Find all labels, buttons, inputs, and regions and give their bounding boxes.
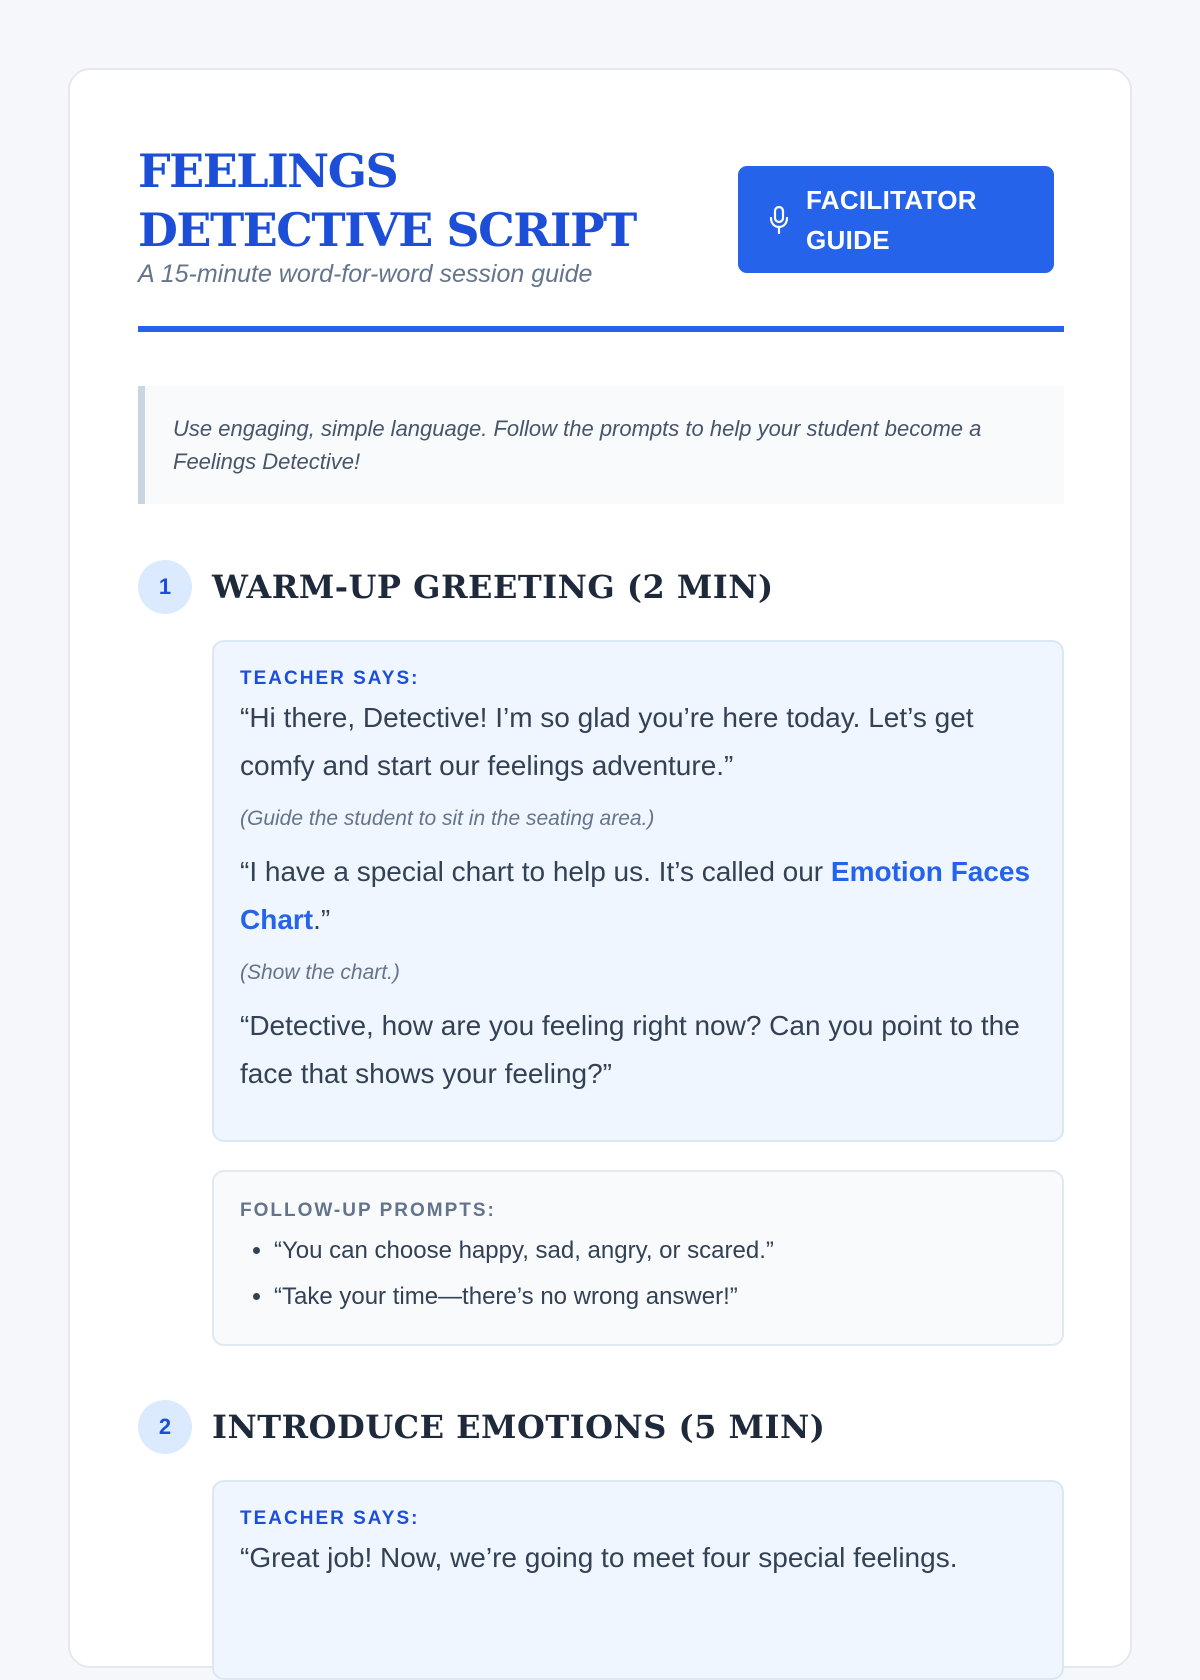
script-line: “Detective, how are you feeling right now? Can you point to the face that shows your feeling?” (240, 1010, 1020, 1089)
step-number-badge: 1 (138, 560, 192, 614)
teacher-says-label: TEACHER SAYS: (240, 668, 420, 689)
microphone-icon (768, 205, 790, 235)
script-line (240, 848, 1036, 944)
section-title: INTRODUCE EMOTIONS (5 MIN) (212, 1408, 826, 1446)
follow-up-prompts-label: FOLLOW-UP PROMPTS: (240, 1200, 496, 1221)
prompts-list (240, 1228, 1036, 1320)
script-line: “Great job! Now, we’re going to meet four special feelings. (240, 1542, 958, 1573)
teacher-says-box (212, 1480, 1064, 1680)
follow-up-prompts-box (212, 1170, 1064, 1346)
teacher-says-label: TEACHER SAYS: (240, 1508, 420, 1529)
script-line-text: .” (313, 904, 331, 935)
script-card (68, 68, 1132, 1668)
script-line-text: “I have a special chart to help us. It’s called our (240, 856, 831, 887)
page-subtitle: A 15-minute word-for-word session guide (138, 260, 593, 288)
stage-direction: (Show the chart.) (240, 961, 400, 984)
section-1-header (138, 560, 774, 614)
list-item: • “You can choose happy, sad, angry, or scared.” (274, 1228, 1036, 1274)
emotion-faces-chart-highlight: Emotion Faces Chart (240, 856, 1031, 935)
script-line: “Hi there, Detective! I’m so glad you’re here today. Let’s get comfy and start our feelings adventure.” (240, 702, 974, 781)
stage-direction: (Guide the student to sit in the seating area.) (240, 807, 655, 830)
facilitator-guide-label: FACILITATOR GUIDE (806, 184, 977, 255)
step-number-badge: 2 (138, 1400, 192, 1454)
section-title: WARM-UP GREETING (2 MIN) (212, 568, 774, 606)
page-title: FEELINGS DETECTIVE SCRIPT (138, 144, 636, 257)
header-divider (138, 326, 1064, 332)
list-item: • “Take your time—there’s no wrong answer!” (274, 1274, 1036, 1320)
section-2-header (138, 1400, 825, 1454)
teacher-says-box (212, 640, 1064, 1142)
facilitator-guide-button[interactable] (738, 166, 1054, 273)
intro-note: Use engaging, simple language. Follow the prompts to help your student become a Feelings Detective! (138, 386, 1064, 504)
